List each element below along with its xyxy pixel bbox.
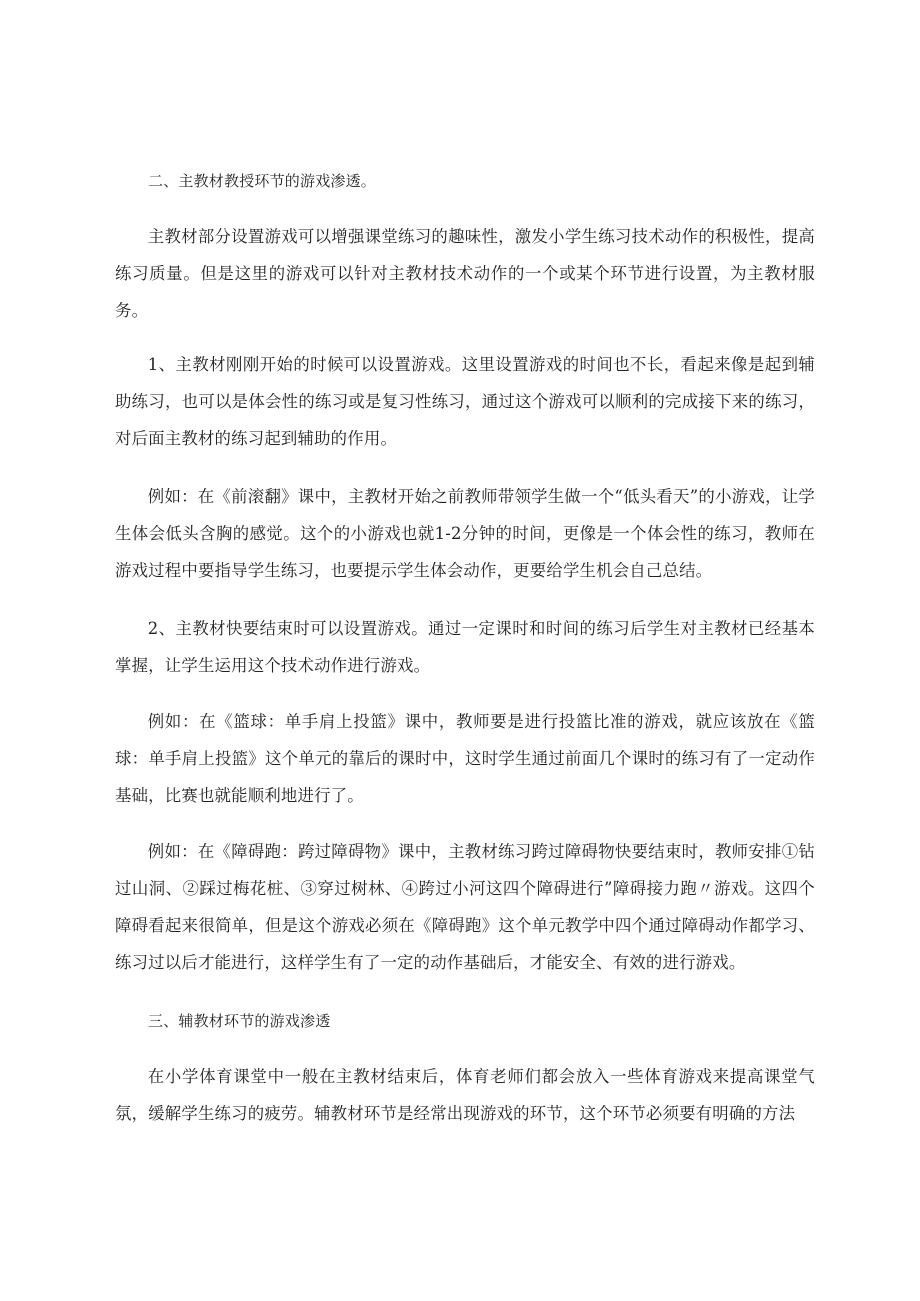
paragraph-point-1: 1、主教材刚刚开始的时候可以设置游戏。这里设置游戏的时间也不长，看起来像是起到辅助练习，也可以是体会性的练习或是复习性练习，通过这个游戏可以顺利的完成接下来的练习，对后面主教材的练习起到辅助的作用。 — [115, 355, 815, 448]
paragraph-auxiliary-material: 在小学体育课堂中一般在主教材结束后，体育老师们都会放入一些体育游戏来提高课堂气氛，缓解学生练习的疲劳。辅教材环节是经常出现游戏的环节，这个环节必须要有明确的方法 — [115, 1067, 815, 1123]
paragraph-example-obstacle-run: 例如：在《障碍跑：跨过障碍物》课中，主教材练习跨过障碍物快要结束时，教师安排①钻过山洞、②踩过梅花桩、③穿过树林、④跨过小河这四个障碍进行”障碍接力跑〃游戏。这四个障碍看起来很简单，但是这个游戏必须在《障碍跑》这个单元教学中四个通过障碍动作都学习、练习过以后才能进行，这样学生有了一定的动作基础后，才能安全、有效的进行游戏。 — [115, 842, 815, 972]
paragraph-example-forward-roll: 例如：在《前滚翻》课中，主教材开始之前教师带领学生做一个“低头看天”的小游戏，让学生体会低头含胸的感觉。这个的小游戏也就1-2分钟的时间，更像是一个体会性的练习，教师在游戏过程中要指导学生练习，也要提示学生体会动作，更要给学生机会自己总结。 — [115, 487, 815, 580]
section-heading-3: 三、辅教材环节的游戏渗透 — [148, 1012, 331, 1030]
paragraph-main-material-intro: 主教材部分设置游戏可以增强课堂练习的趣味性，激发小学生练习技术动作的积极性，提高练习质量。但是这里的游戏可以针对主教材技术动作的一个或某个环节进行设置，为主教材服务。 — [115, 227, 815, 320]
paragraph-point-2: 2、主教材快要结束时可以设置游戏。通过一定课时和时间的练习后学生对主教材已经基本掌握，让学生运用这个技术动作进行游戏。 — [115, 619, 815, 675]
paragraph-example-basketball: 例如：在《篮球：单手肩上投篮》课中，教师要是进行投篮比准的游戏，就应该放在《篮球：单手肩上投篮》这个单元的靠后的课时中，这时学生通过前面几个课时的练习有了一定动作基础，比赛也就能顺利地进行了。 — [115, 712, 815, 805]
section-heading-2: 二、主教材教授环节的游戏渗透。 — [148, 172, 377, 190]
